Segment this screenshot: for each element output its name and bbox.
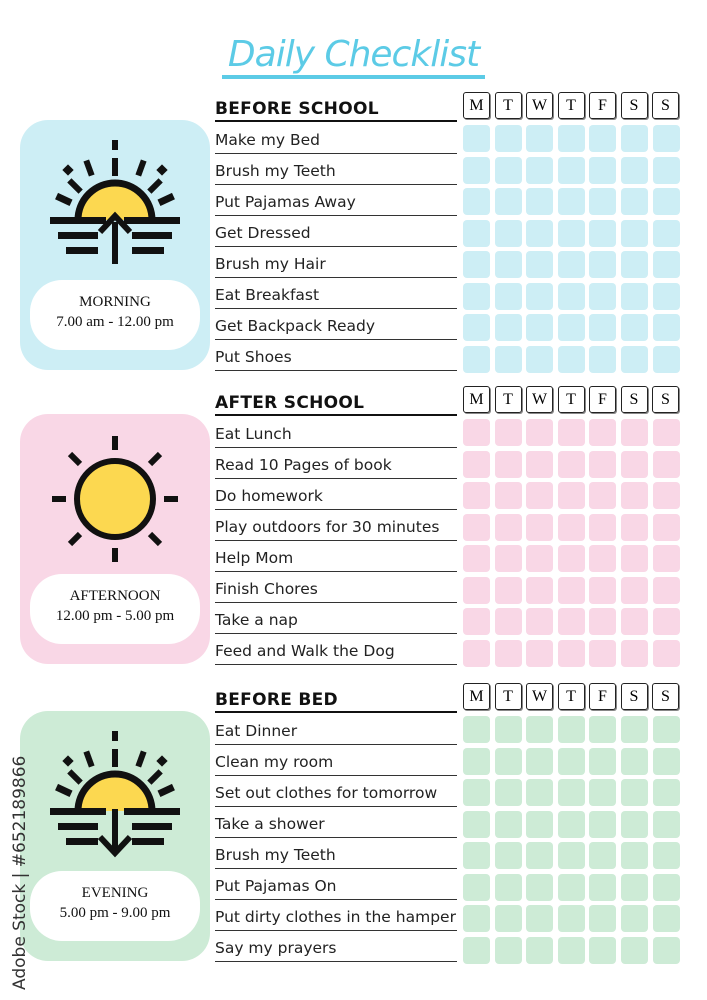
- checkbox-cell[interactable]: [653, 283, 680, 310]
- checkbox-cell[interactable]: [558, 283, 585, 310]
- checkbox-cell[interactable]: [495, 314, 522, 341]
- task-list: [215, 714, 457, 962]
- checkbox-cell[interactable]: [463, 716, 490, 743]
- task-item: Say my prayers: [215, 931, 457, 962]
- checkbox-cell[interactable]: [653, 842, 680, 869]
- day-header: W: [526, 683, 553, 710]
- checkbox-cell[interactable]: [463, 188, 490, 215]
- checkbox-cell[interactable]: [558, 905, 585, 932]
- checkbox-cell[interactable]: [653, 220, 680, 247]
- checkbox-cell[interactable]: [558, 482, 585, 509]
- checkbox-cell[interactable]: [589, 640, 616, 667]
- checkbox-cell[interactable]: [589, 251, 616, 278]
- checkbox-cell[interactable]: [558, 748, 585, 775]
- checkbox-cell[interactable]: [558, 188, 585, 215]
- checkbox-cell[interactable]: [653, 779, 680, 806]
- checkbox-cell[interactable]: [495, 545, 522, 572]
- day-header: M: [463, 92, 490, 119]
- checkbox-cell[interactable]: [526, 716, 553, 743]
- task-item: Take a nap: [215, 603, 457, 634]
- task-item: Help Mom: [215, 541, 457, 572]
- day-header: F: [589, 92, 616, 119]
- checkbox-cell[interactable]: [558, 779, 585, 806]
- task-item: Do homework: [215, 479, 457, 510]
- task-item: Put Pajamas On: [215, 869, 457, 900]
- checkbox-cell[interactable]: [558, 716, 585, 743]
- checkbox-cell[interactable]: [526, 545, 553, 572]
- checkbox-cell[interactable]: [621, 157, 648, 184]
- day-header: M: [463, 683, 490, 710]
- checkbox-cell[interactable]: [526, 608, 553, 635]
- section-heading: AFTER SCHOOL: [215, 393, 457, 416]
- checkbox-cell[interactable]: [653, 905, 680, 932]
- checkbox-cell[interactable]: [526, 842, 553, 869]
- checkbox-cell[interactable]: [495, 937, 522, 964]
- checkbox-cell[interactable]: [653, 811, 680, 838]
- checkbox-cell[interactable]: [621, 779, 648, 806]
- day-header: T: [495, 386, 522, 413]
- checkbox-cell[interactable]: [653, 937, 680, 964]
- checkbox-cell[interactable]: [463, 874, 490, 901]
- checkbox-cell[interactable]: [495, 716, 522, 743]
- day-header: S: [621, 92, 648, 119]
- checkbox-cell[interactable]: [653, 419, 680, 446]
- checkbox-cell[interactable]: [621, 905, 648, 932]
- checkbox-cell[interactable]: [495, 905, 522, 932]
- checkbox-cell[interactable]: [621, 514, 648, 541]
- task-item: Set out clothes for tomorrow: [215, 776, 457, 807]
- day-header: W: [526, 386, 553, 413]
- task-item: Eat Lunch: [215, 417, 457, 448]
- checkbox-cell[interactable]: [526, 937, 553, 964]
- section-before-school: [0, 95, 707, 375]
- checkbox-cell[interactable]: [495, 157, 522, 184]
- section-heading: BEFORE BED: [215, 690, 457, 713]
- checkbox-cell[interactable]: [589, 451, 616, 478]
- task-item: Eat Dinner: [215, 714, 457, 745]
- day-header: T: [495, 92, 522, 119]
- checkbox-cell[interactable]: [526, 283, 553, 310]
- checkbox-cell[interactable]: [495, 577, 522, 604]
- checkbox-cell[interactable]: [495, 451, 522, 478]
- checkbox-cell[interactable]: [526, 125, 553, 152]
- checkbox-cell[interactable]: [589, 125, 616, 152]
- checkbox-cell[interactable]: [495, 220, 522, 247]
- checkbox-cell[interactable]: [463, 514, 490, 541]
- checkbox-grid: [463, 419, 680, 667]
- checkbox-cell[interactable]: [463, 482, 490, 509]
- period-card: [20, 414, 210, 664]
- checkbox-cell[interactable]: [621, 748, 648, 775]
- checkbox-cell[interactable]: [653, 640, 680, 667]
- checkbox-cell[interactable]: [495, 346, 522, 373]
- checkbox-cell[interactable]: [463, 545, 490, 572]
- checkbox-cell[interactable]: [621, 577, 648, 604]
- checkbox-cell[interactable]: [463, 748, 490, 775]
- checkbox-cell[interactable]: [621, 451, 648, 478]
- period-label: [30, 574, 200, 644]
- checkbox-cell[interactable]: [589, 874, 616, 901]
- checkbox-cell[interactable]: [589, 314, 616, 341]
- day-header: W: [526, 92, 553, 119]
- checkbox-cell[interactable]: [558, 842, 585, 869]
- task-item: Feed and Walk the Dog: [215, 634, 457, 665]
- checkbox-cell[interactable]: [495, 811, 522, 838]
- checkbox-cell[interactable]: [495, 748, 522, 775]
- checkbox-cell[interactable]: [526, 640, 553, 667]
- period-time: 12.00 pm - 5.00 pm: [55, 608, 175, 624]
- checkbox-cell[interactable]: [495, 419, 522, 446]
- checkbox-cell[interactable]: [653, 514, 680, 541]
- task-item: Put Shoes: [215, 340, 457, 371]
- checkbox-cell[interactable]: [653, 125, 680, 152]
- checkbox-cell[interactable]: [495, 251, 522, 278]
- period-label: [30, 280, 200, 350]
- checkbox-cell[interactable]: [558, 608, 585, 635]
- checkbox-cell[interactable]: [653, 577, 680, 604]
- checkbox-cell[interactable]: [558, 346, 585, 373]
- day-header: T: [495, 683, 522, 710]
- checkbox-cell[interactable]: [589, 157, 616, 184]
- checkbox-cell[interactable]: [526, 577, 553, 604]
- checkbox-cell[interactable]: [463, 811, 490, 838]
- checkbox-cell[interactable]: [558, 314, 585, 341]
- checkbox-cell[interactable]: [558, 937, 585, 964]
- checkbox-cell[interactable]: [621, 188, 648, 215]
- day-header: S: [652, 683, 679, 710]
- checkbox-cell[interactable]: [589, 346, 616, 373]
- checkbox-cell[interactable]: [653, 188, 680, 215]
- checkbox-cell[interactable]: [495, 874, 522, 901]
- checkbox-cell[interactable]: [653, 874, 680, 901]
- checkbox-cell[interactable]: [526, 482, 553, 509]
- checkbox-cell[interactable]: [589, 482, 616, 509]
- checkbox-cell[interactable]: [463, 937, 490, 964]
- task-list: [215, 417, 457, 665]
- section-heading: BEFORE SCHOOL: [215, 99, 457, 122]
- checkbox-cell[interactable]: [495, 640, 522, 667]
- checkbox-cell[interactable]: [526, 905, 553, 932]
- checkbox-cell[interactable]: [526, 188, 553, 215]
- task-item: Finish Chores: [215, 572, 457, 603]
- checkbox-cell[interactable]: [558, 157, 585, 184]
- checkbox-cell[interactable]: [526, 748, 553, 775]
- checkbox-cell[interactable]: [495, 514, 522, 541]
- day-header: S: [652, 386, 679, 413]
- period-name: EVENING: [81, 885, 149, 901]
- checkbox-cell[interactable]: [463, 314, 490, 341]
- checkbox-cell[interactable]: [558, 220, 585, 247]
- checkbox-cell[interactable]: [463, 608, 490, 635]
- task-item: Put dirty clothes in the hamper: [215, 900, 457, 931]
- checkbox-cell[interactable]: [526, 811, 553, 838]
- checkbox-cell[interactable]: [621, 125, 648, 152]
- checkbox-cell[interactable]: [526, 251, 553, 278]
- checkbox-cell[interactable]: [558, 811, 585, 838]
- checkbox-cell[interactable]: [621, 314, 648, 341]
- checkbox-cell[interactable]: [558, 125, 585, 152]
- checkbox-cell[interactable]: [589, 842, 616, 869]
- day-headers: [463, 92, 679, 119]
- day-header: T: [558, 683, 585, 710]
- checkbox-cell[interactable]: [589, 545, 616, 572]
- task-list: [215, 123, 457, 371]
- checkbox-cell[interactable]: [463, 451, 490, 478]
- checkbox-cell[interactable]: [621, 640, 648, 667]
- checkbox-cell[interactable]: [653, 346, 680, 373]
- task-item: Read 10 Pages of book: [215, 448, 457, 479]
- checkbox-cell[interactable]: [558, 577, 585, 604]
- checkbox-cell[interactable]: [653, 314, 680, 341]
- task-item: Get Dressed: [215, 216, 457, 247]
- checkbox-cell[interactable]: [653, 157, 680, 184]
- checkbox-cell[interactable]: [653, 482, 680, 509]
- day-header: T: [558, 92, 585, 119]
- checkbox-cell[interactable]: [463, 251, 490, 278]
- checkbox-cell[interactable]: [653, 608, 680, 635]
- task-item: Take a shower: [215, 807, 457, 838]
- checkbox-grid: [463, 716, 680, 964]
- task-item: Put Pajamas Away: [215, 185, 457, 216]
- checkbox-cell[interactable]: [621, 220, 648, 247]
- checkbox-cell[interactable]: [526, 220, 553, 247]
- checkbox-cell[interactable]: [589, 419, 616, 446]
- period-time: 5.00 pm - 9.00 pm: [59, 905, 171, 921]
- checkbox-cell[interactable]: [495, 283, 522, 310]
- checkbox-cell[interactable]: [653, 251, 680, 278]
- checkbox-cell[interactable]: [621, 937, 648, 964]
- checkbox-cell[interactable]: [621, 545, 648, 572]
- checkbox-cell[interactable]: [526, 514, 553, 541]
- checkbox-cell[interactable]: [589, 188, 616, 215]
- checkbox-cell[interactable]: [621, 716, 648, 743]
- period-card: [20, 711, 210, 961]
- checkbox-cell[interactable]: [526, 874, 553, 901]
- checkbox-cell[interactable]: [526, 314, 553, 341]
- checkbox-cell[interactable]: [589, 514, 616, 541]
- checkbox-cell[interactable]: [495, 482, 522, 509]
- section-after-school: [0, 389, 707, 669]
- checkbox-cell[interactable]: [621, 346, 648, 373]
- checkbox-cell[interactable]: [589, 608, 616, 635]
- checkbox-cell[interactable]: [526, 346, 553, 373]
- checkbox-cell[interactable]: [621, 251, 648, 278]
- checkbox-cell[interactable]: [653, 545, 680, 572]
- checkbox-cell[interactable]: [463, 419, 490, 446]
- checkbox-cell[interactable]: [589, 220, 616, 247]
- day-header: S: [621, 683, 648, 710]
- checkbox-cell[interactable]: [589, 937, 616, 964]
- checkbox-cell[interactable]: [589, 283, 616, 310]
- period-label: [30, 871, 200, 941]
- watermark: Adobe Stock | #652189866: [10, 755, 30, 990]
- checkbox-cell[interactable]: [463, 220, 490, 247]
- period-time: 7.00 am - 12.00 pm: [56, 314, 174, 330]
- checkbox-cell[interactable]: [589, 716, 616, 743]
- task-item: Get Backpack Ready: [215, 309, 457, 340]
- day-header: M: [463, 386, 490, 413]
- day-headers: [463, 683, 679, 710]
- period-name: AFTERNOON: [69, 588, 161, 604]
- checkbox-cell[interactable]: [463, 283, 490, 310]
- task-item: Make my Bed: [215, 123, 457, 154]
- checkbox-cell[interactable]: [621, 874, 648, 901]
- checkbox-cell[interactable]: [621, 842, 648, 869]
- checkbox-cell[interactable]: [463, 842, 490, 869]
- checkbox-cell[interactable]: [621, 283, 648, 310]
- checkbox-cell[interactable]: [653, 716, 680, 743]
- checkbox-cell[interactable]: [558, 251, 585, 278]
- checkbox-cell[interactable]: [621, 419, 648, 446]
- checkbox-cell[interactable]: [463, 779, 490, 806]
- checkbox-cell[interactable]: [526, 451, 553, 478]
- task-item: Clean my room: [215, 745, 457, 776]
- day-header: F: [589, 683, 616, 710]
- checkbox-cell[interactable]: [621, 811, 648, 838]
- checkbox-cell[interactable]: [558, 451, 585, 478]
- checkbox-cell[interactable]: [495, 608, 522, 635]
- checkbox-cell[interactable]: [526, 419, 553, 446]
- checkbox-cell[interactable]: [589, 577, 616, 604]
- checkbox-cell[interactable]: [463, 157, 490, 184]
- checkbox-cell[interactable]: [526, 779, 553, 806]
- checkbox-cell[interactable]: [589, 905, 616, 932]
- task-item: Eat Breakfast: [215, 278, 457, 309]
- checkbox-cell[interactable]: [589, 811, 616, 838]
- checkbox-cell[interactable]: [495, 188, 522, 215]
- checkbox-cell[interactable]: [495, 842, 522, 869]
- checkbox-grid: [463, 125, 680, 373]
- checkbox-cell[interactable]: [558, 874, 585, 901]
- checkbox-cell[interactable]: [653, 451, 680, 478]
- task-item: Brush my Hair: [215, 247, 457, 278]
- checkbox-cell[interactable]: [558, 640, 585, 667]
- checkbox-cell[interactable]: [589, 779, 616, 806]
- checkbox-cell[interactable]: [463, 125, 490, 152]
- checkbox-cell[interactable]: [463, 577, 490, 604]
- day-header: F: [589, 386, 616, 413]
- day-header: S: [652, 92, 679, 119]
- checkbox-cell[interactable]: [495, 125, 522, 152]
- day-header: T: [558, 386, 585, 413]
- checkbox-cell[interactable]: [653, 748, 680, 775]
- task-item: Brush my Teeth: [215, 838, 457, 869]
- period-name: MORNING: [79, 294, 151, 310]
- task-item: Play outdoors for 30 minutes: [215, 510, 457, 541]
- checkbox-cell[interactable]: [495, 779, 522, 806]
- checkbox-cell[interactable]: [558, 545, 585, 572]
- checkbox-cell[interactable]: [558, 514, 585, 541]
- checkbox-cell[interactable]: [589, 748, 616, 775]
- section-before-bed: [0, 686, 707, 966]
- checkbox-cell[interactable]: [463, 905, 490, 932]
- task-item: Brush my Teeth: [215, 154, 457, 185]
- day-headers: [463, 386, 679, 413]
- day-header: S: [621, 386, 648, 413]
- checkbox-cell[interactable]: [621, 482, 648, 509]
- checkbox-cell[interactable]: [621, 608, 648, 635]
- checkbox-cell[interactable]: [463, 346, 490, 373]
- checkbox-cell[interactable]: [463, 640, 490, 667]
- period-card: [20, 120, 210, 370]
- checkbox-cell[interactable]: [526, 157, 553, 184]
- page-title: Daily Checklist: [0, 34, 707, 75]
- checkbox-cell[interactable]: [558, 419, 585, 446]
